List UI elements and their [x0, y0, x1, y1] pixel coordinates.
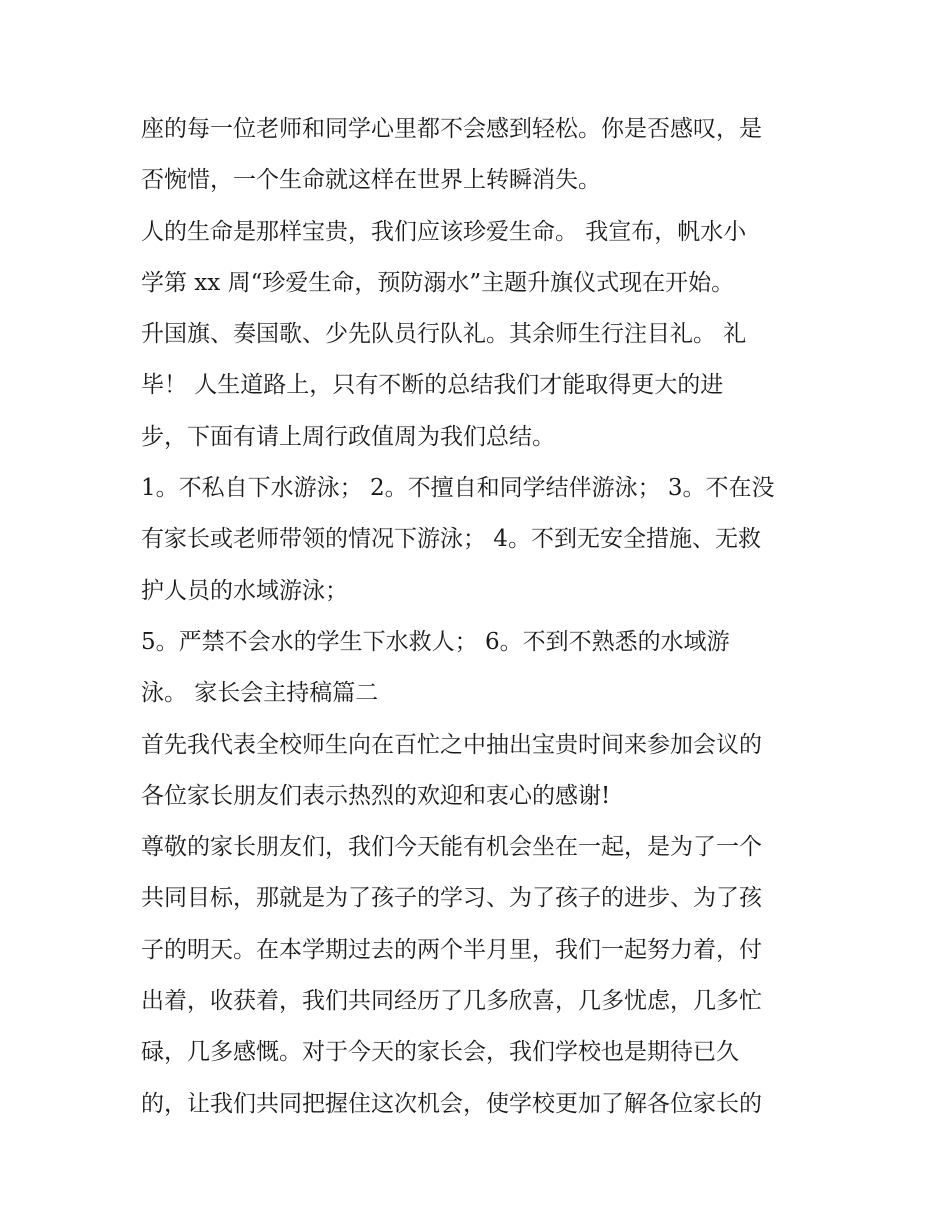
- text-line-19: 碌，几多感慨。对于今天的家长会，我们学校也是期待已久: [141, 1039, 739, 1066]
- text-line-1: 座的每一位老师和同学心里都不会感到轻松。你是否感叹，是: [141, 116, 762, 142]
- text-line-3: 人的生命是那样宝贵，我们应该珍爱生命。 我宣布，帆水小: [141, 218, 747, 245]
- text-line-7: 步，下面有请上周行政值周为我们总结。: [141, 423, 555, 450]
- text-line-13: 首先我代表全校师生向在百忙之中抽出宝贵时间来参加会议的: [141, 731, 762, 758]
- text-line-15: 尊敬的家长朋友们，我们今天能有机会坐在一起，是为了一个: [141, 834, 762, 861]
- text-line-11: 5。严禁不会水的学生下水救人； 6。不到不熟悉的水域游: [141, 628, 730, 655]
- text-line-6: 毕！ 人生道路上，只有不断的总结我们才能取得更大的进: [141, 372, 724, 399]
- text-line-10: 护人员的水域游泳；: [141, 577, 348, 604]
- text-line-5: 升国旗、奏国歌、少先队员行队礼。其余师生行注目礼。 礼: [141, 321, 747, 348]
- text-line-18: 出着，收获着，我们共同经历了几多欣喜，几多忧虑，几多忙: [141, 988, 762, 1015]
- text-line-4: 学第 xx 周“珍爱生命，预防溺水”主题升旗仪式现在开始。: [141, 269, 735, 296]
- text-line-12: 泳。 家长会主持稿篇二: [141, 680, 379, 707]
- document-text-body: [141, 109, 821, 1135]
- text-line-2: 否惋惜，一个生命就这样在世界上转瞬消失。: [141, 167, 601, 194]
- text-line-17: 子的明天。在本学期过去的两个半月里，我们一起努力着，付: [141, 936, 762, 963]
- text-line-16: 共同目标，那就是为了孩子的学习、为了孩子的进步、为了孩: [141, 885, 762, 912]
- text-line-20: 的，让我们共同把握住这次机会，使学校更加了解各位家长的: [141, 1090, 762, 1117]
- text-line-8: 1。不私自下水游泳； 2。不擅自和同学结伴游泳； 3。不在没: [141, 475, 775, 502]
- text-line-9: 有家长或老师带领的情况下游泳； 4。不到无安全措施、无救: [141, 526, 761, 553]
- text-line-14: 各位家长朋友们表示热烈的欢迎和衷心的感谢!: [141, 782, 611, 809]
